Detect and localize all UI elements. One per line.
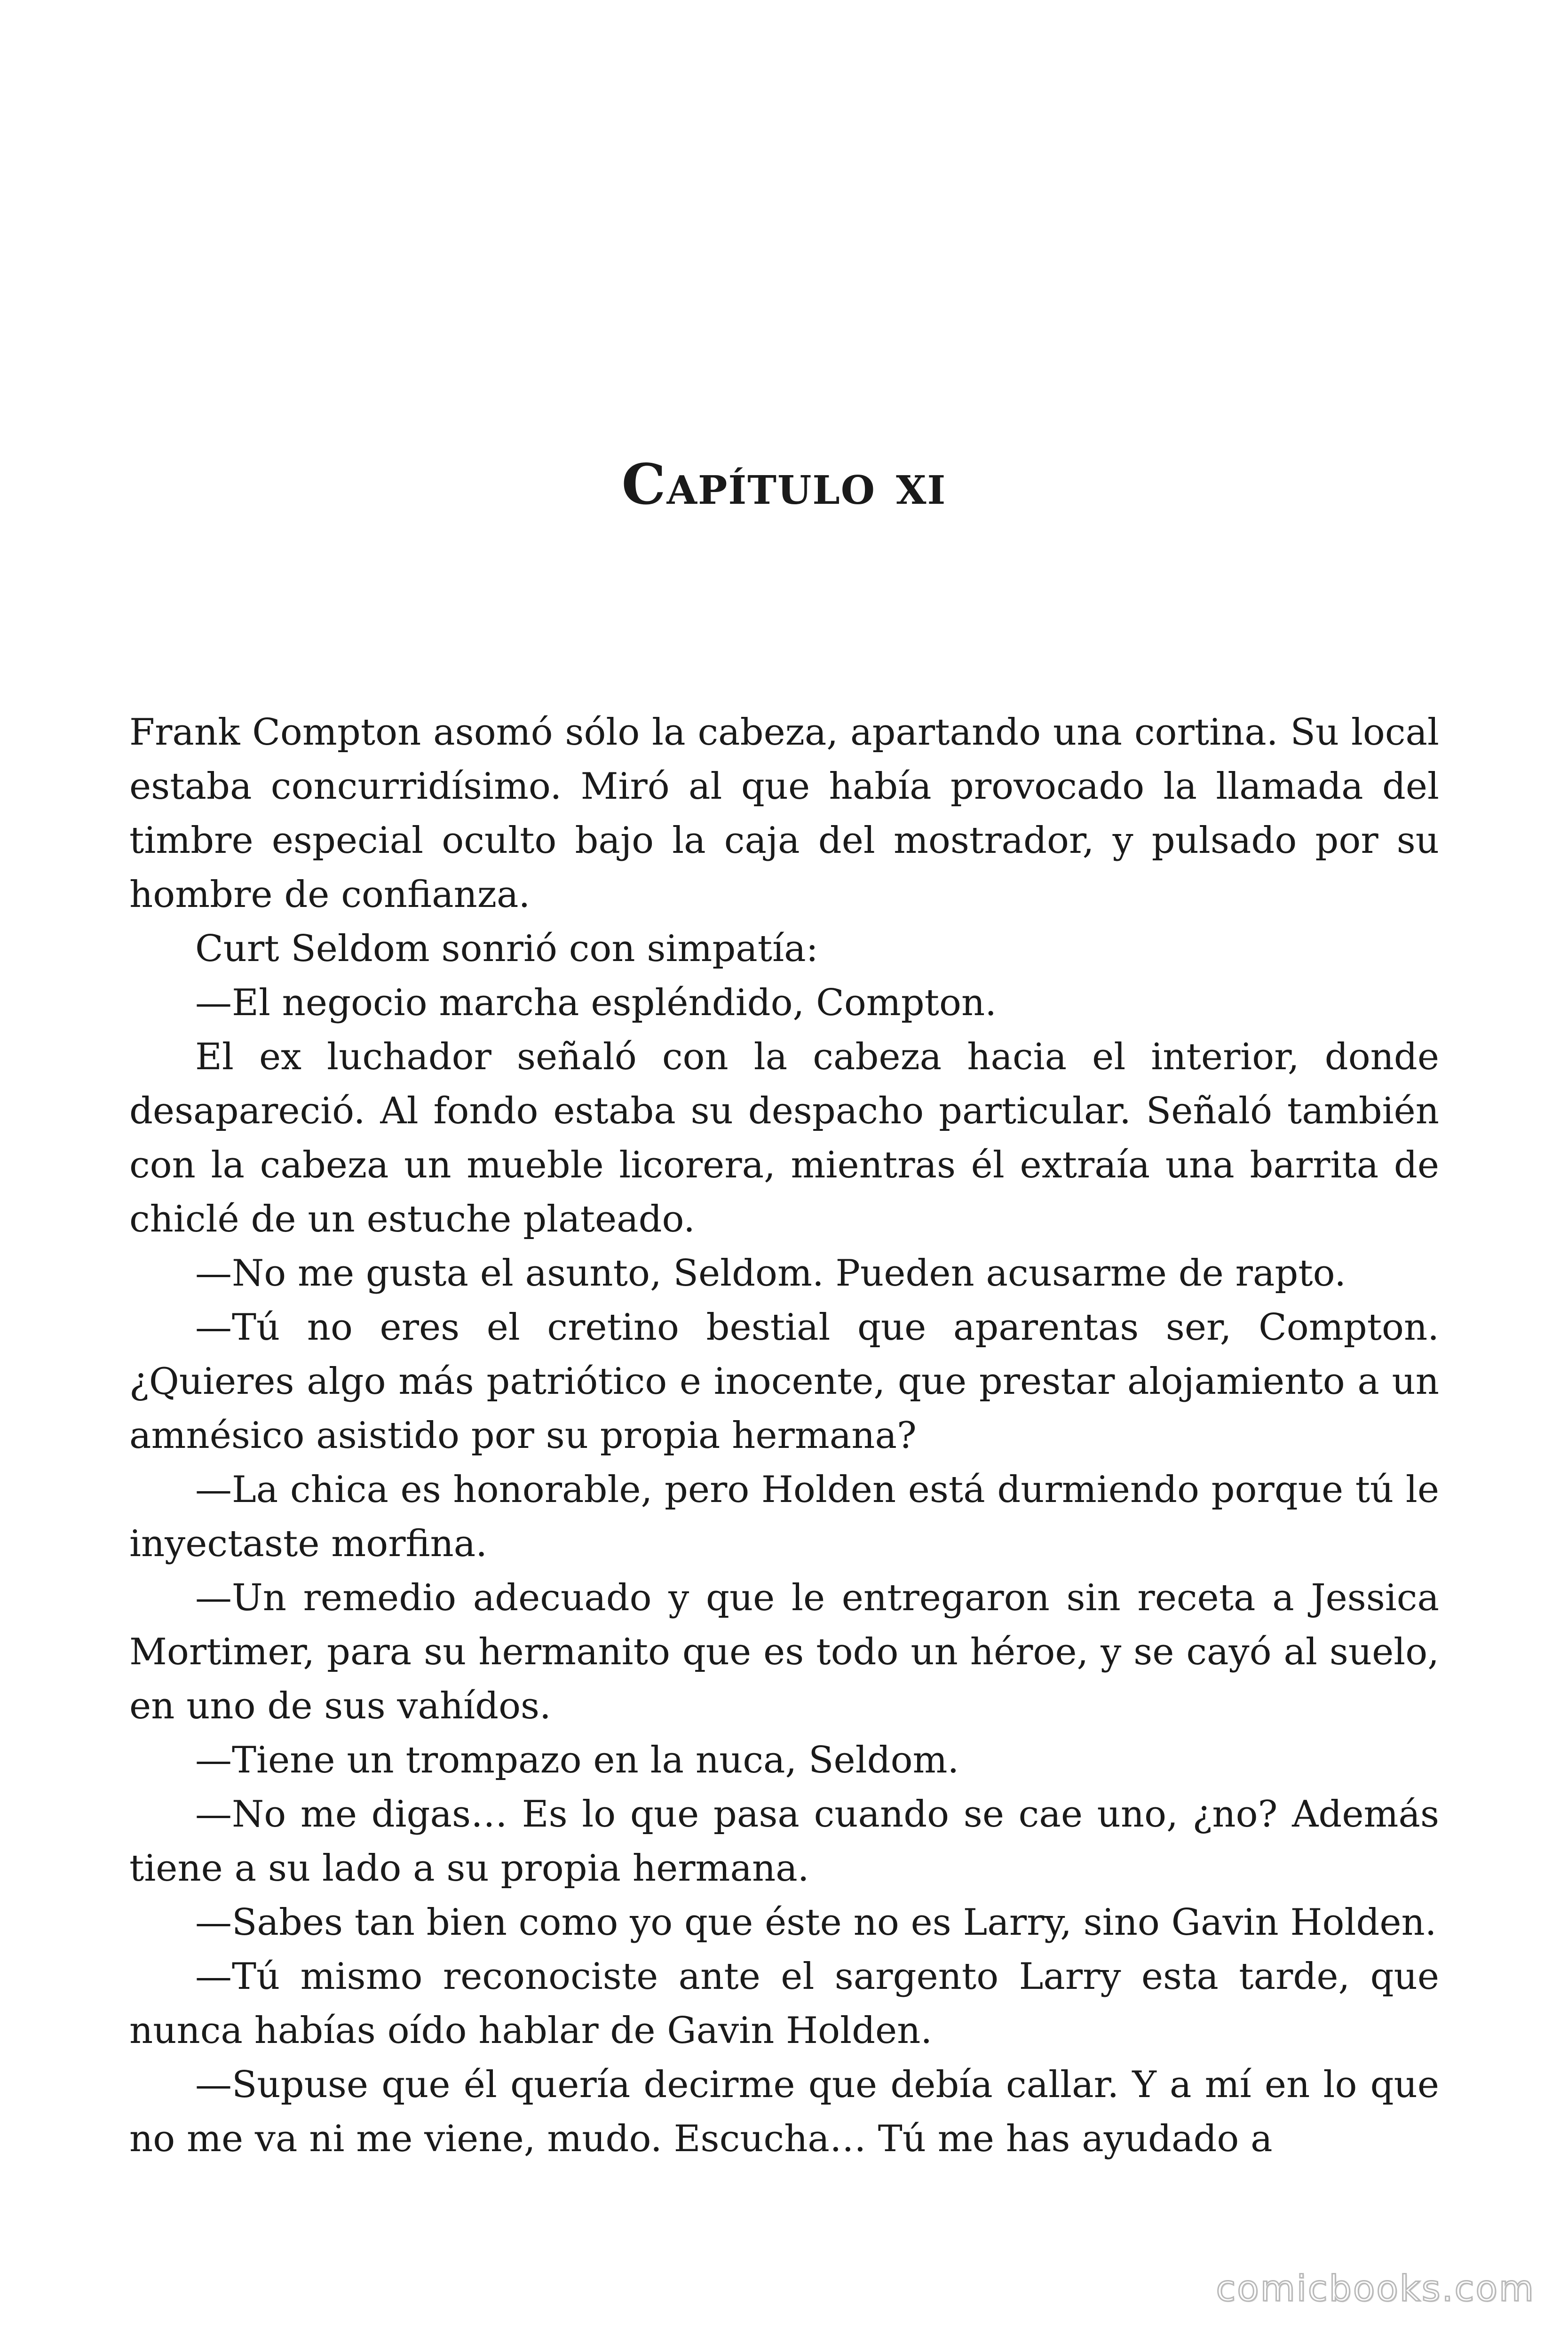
paragraph: —Tú no eres el cretino bestial que aparentas ser, Compton. ¿Quieres algo más patriótico e inocente, que prestar alojamiento a un amnésico asistido por su propia hermana? — [129, 1306, 1439, 1457]
paragraph: —Tiene un trompazo en la nuca, Seldom. — [195, 1739, 959, 1781]
paragraph: —Supuse que él quería decirme que debía callar. Y a mí en lo que no me va ni me viene, mudo. Escucha… Tú me has ayudado a — [129, 2064, 1439, 2160]
paragraph: Frank Compton asomó sólo la cabeza, apartando una cortina. Su local estaba concurridísimo. Miró al que había provocado la llamada del timbre especial oculto bajo la caja del mostrador, y pulsado por su hombre de confianza. — [129, 711, 1439, 916]
paragraph: —No me gusta el asunto, Seldom. Pueden acusarme de rapto. — [195, 1252, 1346, 1295]
chapter-title — [0, 452, 1568, 517]
paragraph: —Tú mismo reconociste ante el sargento Larry esta tarde, que nunca habías oído hablar de Gavin Holden. — [129, 1955, 1439, 2052]
paragraph: —Sabes tan bien como yo que éste no es Larry, sino Gavin Holden. — [195, 1901, 1437, 1944]
paragraph: Curt Seldom sonrió con simpatía: — [195, 928, 818, 970]
paragraph: —El negocio marcha espléndido, Compton. — [195, 982, 997, 1024]
chapter-title-text: Capítulo xi — [621, 452, 947, 517]
paragraph: —No me digas… Es lo que pasa cuando se cae uno, ¿no? Además tiene a su lado a su propia hermana. — [129, 1793, 1439, 1890]
paragraph: —La chica es honorable, pero Holden está durmiendo porque tú le inyectaste morfina. — [129, 1469, 1439, 1565]
chapter-body — [129, 706, 1439, 2166]
paragraph: El ex luchador señaló con la cabeza hacia el interior, donde desapareció. Al fondo estaba su despacho particular. Señaló también con la cabeza un mueble licorera, mientras él extraía una barrita de chiclé de un estuche plateado. — [129, 1036, 1439, 1240]
paragraph: —Un remedio adecuado y que le entregaron sin receta a Jessica Mortimer, para su hermanito que es todo un héroe, y se cayó al suelo, en uno de sus vahídos. — [129, 1577, 1439, 1727]
watermark: comicbooks.com — [1216, 2267, 1535, 2309]
